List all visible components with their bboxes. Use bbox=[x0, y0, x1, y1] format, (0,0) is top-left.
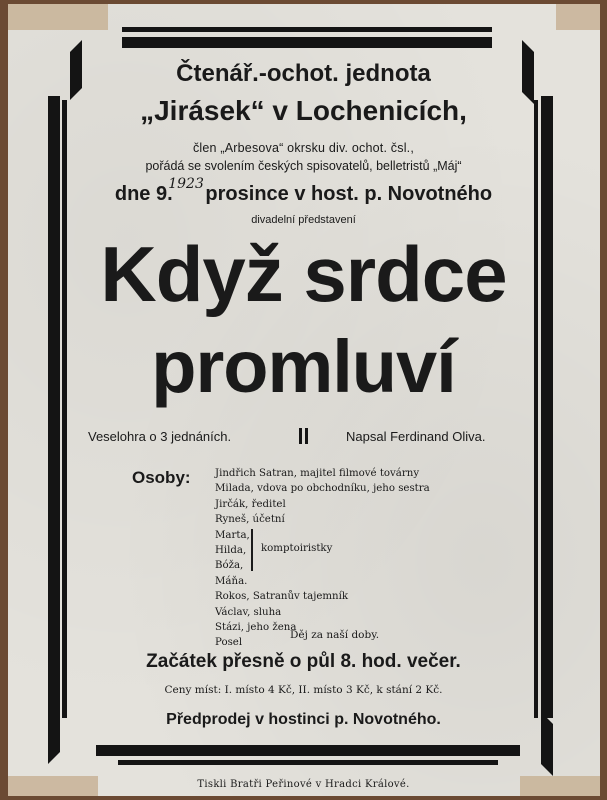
ornament-right bbox=[305, 428, 308, 444]
cast-member: Jindřich Satran, majitel filmové továrny bbox=[215, 468, 420, 479]
cast-member: Václav, sluha bbox=[215, 606, 282, 618]
group-brace bbox=[251, 529, 253, 571]
membership-line: člen „Arbesova“ okrsku div. ochot. čsl., bbox=[192, 141, 415, 155]
frame-bottom-rule bbox=[118, 760, 498, 765]
show-type: divadelní představení bbox=[251, 214, 356, 226]
date-suffix: prosince v host. p. Novotného bbox=[205, 183, 493, 205]
ticket-prices: Ceny míst: I. místo 4 Kč, II. místo 3 Kč, k stání 2 Kč. bbox=[164, 684, 443, 696]
printer-credit: Tiskli Bratři Peřinové v Hradci Králové. bbox=[197, 779, 410, 790]
date-prefix: dne 9. bbox=[114, 183, 173, 205]
cast-member: Rokos, Satranův tajemník bbox=[215, 591, 349, 603]
author: Napsal Ferdinand Oliva. bbox=[346, 429, 486, 444]
cast-member: Stázi, jeho žena bbox=[215, 621, 297, 633]
ornament-left bbox=[299, 428, 302, 444]
cast-member: Milada, vdova po obchodníku, jeho sestra bbox=[215, 483, 430, 495]
frame-top-band bbox=[122, 37, 492, 48]
cast-member: Máňa. bbox=[215, 575, 248, 587]
tape-top-left bbox=[8, 4, 108, 30]
start-time: Začátek přesně o půl 8. hod. večer. bbox=[146, 651, 461, 672]
play-title-line1: Když srdce bbox=[100, 230, 507, 318]
group-label: komptoiristky bbox=[261, 543, 333, 554]
cast-label: Osoby: bbox=[132, 468, 191, 487]
frame-top-rule bbox=[122, 27, 492, 32]
cast-member: Marta, bbox=[215, 529, 250, 541]
cast-list bbox=[215, 466, 430, 651]
genre: Veselohra o 3 jednáních. bbox=[88, 429, 232, 444]
organization-name: Čtenář.-ochot. jednota bbox=[176, 60, 431, 87]
cast-member: Posel bbox=[215, 637, 243, 649]
presale-info: Předprodej v hostinci p. Novotného. bbox=[166, 711, 441, 728]
frame-bottom-band bbox=[96, 745, 520, 756]
cast-member: Ryneš, účetní bbox=[215, 514, 285, 526]
cast-member: Hilda, bbox=[215, 544, 247, 556]
period-note: Děj za naší doby. bbox=[290, 629, 380, 641]
organization-location: „Jirásek“ v Lochenicích, bbox=[140, 95, 467, 126]
date-line bbox=[0, 176, 607, 206]
cast-member: Jirčák, ředitel bbox=[215, 498, 286, 510]
cast-member: Bóža, bbox=[215, 560, 244, 572]
play-title-line2: promluví bbox=[151, 325, 456, 408]
host-line: pořádá se svolením českých spisovatelů, belletristů „Máj“ bbox=[145, 159, 462, 173]
tape-top-right bbox=[556, 4, 600, 30]
handwritten-year: 1923 bbox=[168, 176, 204, 192]
